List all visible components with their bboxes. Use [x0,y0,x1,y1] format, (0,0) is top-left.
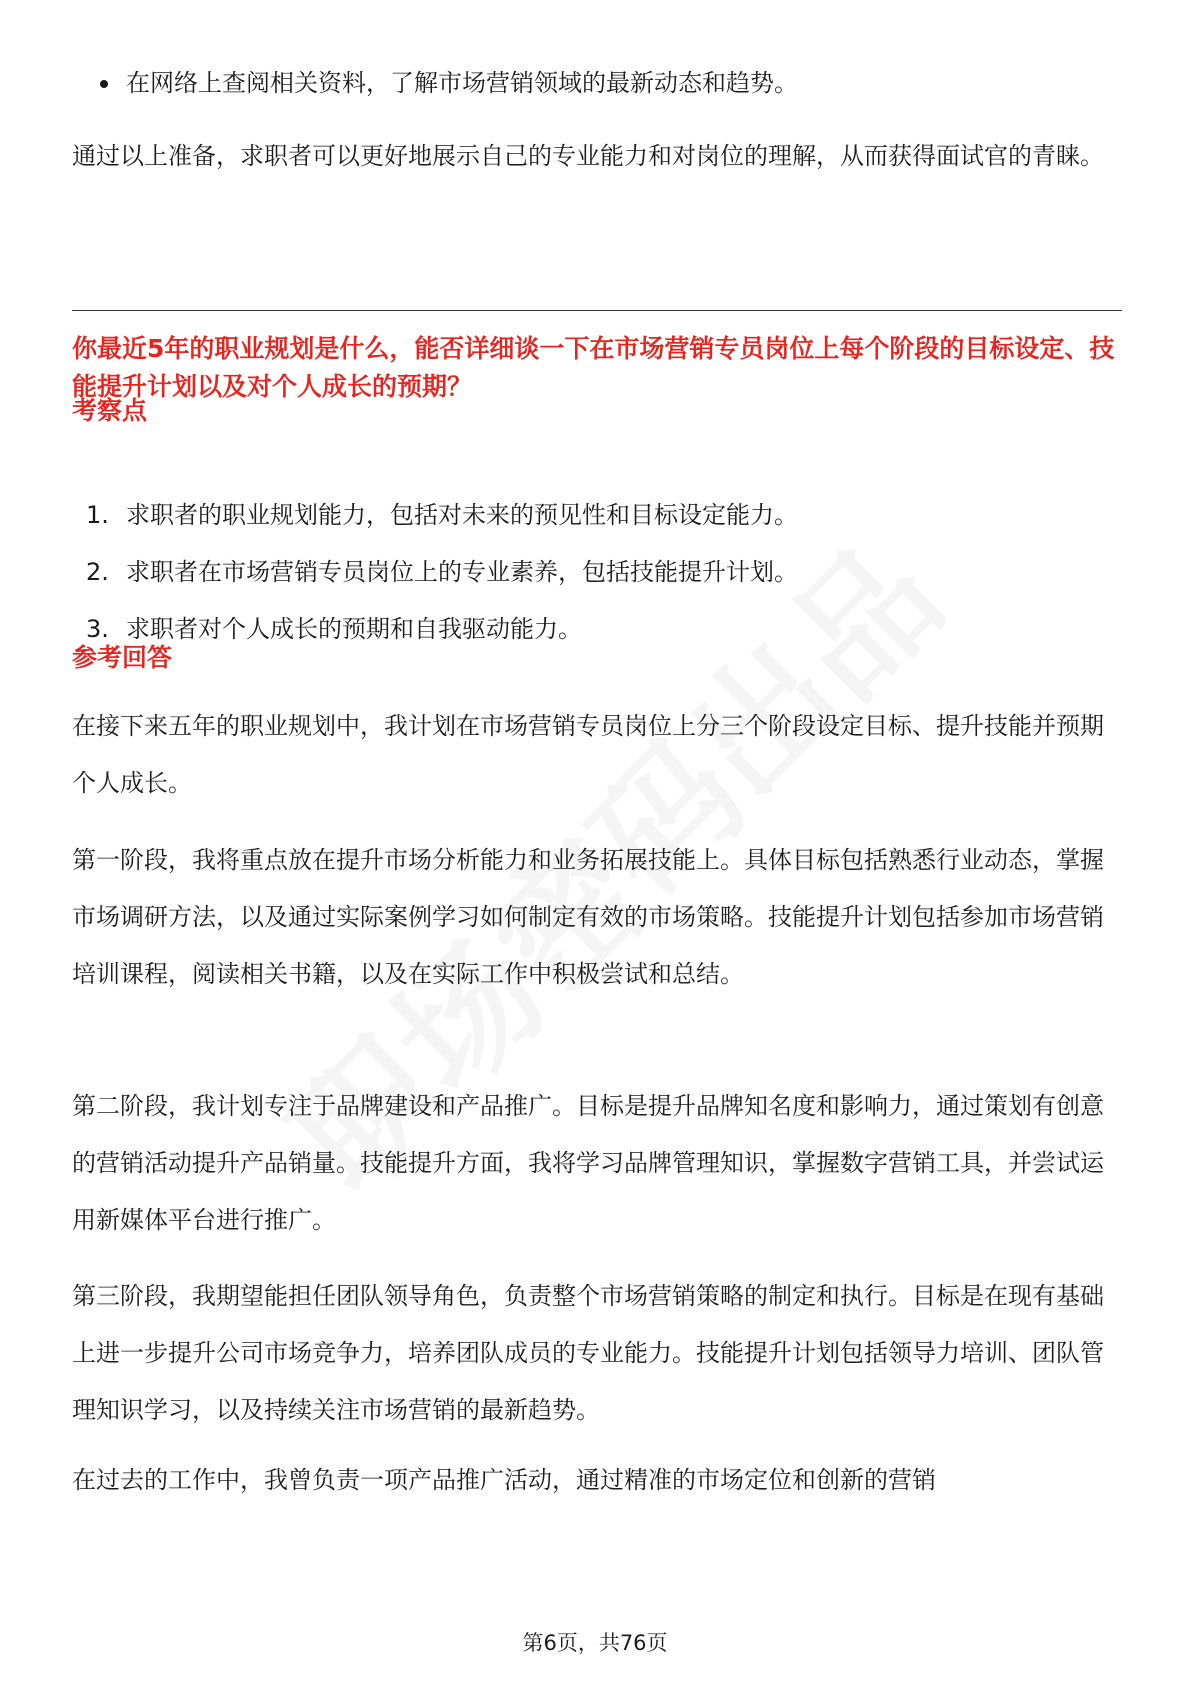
list-number: 1. [86,501,109,529]
list-item [72,552,1122,609]
answer-paragraph: 在过去的工作中，我曾负责一项产品推广活动，通过精准的市场定位和创新的营销 [72,1466,936,1494]
page-footer: 第6页，共76页 [522,1631,668,1655]
list-text: 求职者的职业规划能力，包括对未来的预见性和目标设定能力。 [126,501,798,529]
list-item [72,609,1122,666]
section-divider [72,310,1122,311]
question-title: 你最近5年的职业规划是什么，能否详细谈一下在市场营销专员岗位上每个阶段的目标设定、技能提升计划以及对个人成长的预期？ [72,334,1115,401]
bullet-dot-icon [100,80,108,88]
list-item [72,495,1122,552]
list-text: 求职者对个人成长的预期和自我驱动能力。 [126,615,582,643]
assessment-heading: 考察点 [72,396,148,425]
answer-paragraph: 在接下来五年的职业规划中，我计划在市场营销专员岗位上分三个阶段设定目标、提升技能并预期个人成长。 [72,712,1104,797]
answer-paragraph: 第三阶段，我期望能担任团队领导角色，负责整个市场营销策略的制定和执行。目标是在现有基础上进一步提升公司市场竞争力，培养团队成员的专业能力。技能提升计划包括领导力培训、团队管理知识学习，以及持续关注市场营销的最新趋势。 [72,1282,1104,1424]
bullet-text: 在网络上查阅相关资料，了解市场营销领域的最新动态和趋势。 [126,69,798,97]
list-number: 3. [86,615,109,643]
list-number: 2. [86,558,109,586]
list-text: 求职者在市场营销专员岗位上的专业素养，包括技能提升计划。 [126,558,798,586]
assessment-list [72,495,1122,666]
answer-heading: 参考回答 [72,643,173,672]
conclusion-paragraph: 通过以上准备，求职者可以更好地展示自己的专业能力和对岗位的理解，从而获得面试官的青睐。 [72,142,1104,170]
answer-paragraph: 第二阶段，我计划专注于品牌建设和产品推广。目标是提升品牌知名度和影响力，通过策划有创意的营销活动提升产品销量。技能提升方面，我将学习品牌管理知识，掌握数字营销工具，并尝试运用新媒体平台进行推广。 [72,1092,1104,1234]
answer-paragraph: 第一阶段，我将重点放在提升市场分析能力和业务拓展技能上。具体目标包括熟悉行业动态，掌握市场调研方法，以及通过实际案例学习如何制定有效的市场策略。技能提升计划包括参加市场营销培训课程，阅读相关书籍，以及在实际工作中积极尝试和总结。 [72,846,1104,988]
